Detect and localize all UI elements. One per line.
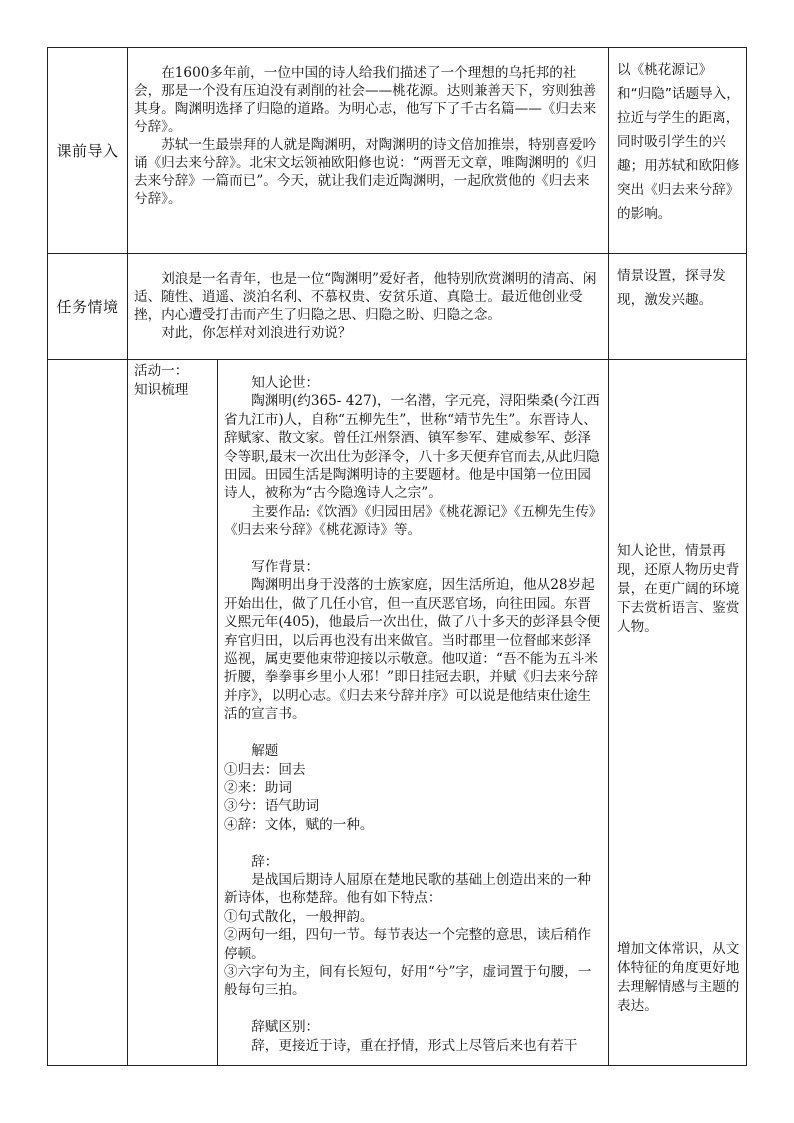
activity-notes — [609, 360, 747, 1066]
intro-paragraph-1: 在1600多年前，一位中国的诗人给我们描述了一个理想的乌托邦的社会，那是一个没有压迫没有剥削的社会——桃花源。达则兼善天下，穷则独善其身。陶渊明选择了归隐的道路。为明心志，他写下了千古名篇——《归去来兮辞》。 — [134, 65, 597, 135]
scenario-content — [128, 254, 609, 360]
activity-row — [48, 360, 747, 1066]
title-item: ①归去：回去 — [224, 761, 306, 778]
author-title: 知人论世： — [251, 375, 320, 391]
title-explain-label: 解题 — [251, 743, 279, 760]
activity-label-cell — [128, 360, 218, 1066]
ci-item: ②两句一组，四句一节。每节表达一个完整的意思，读后稍作停顿。 — [224, 927, 592, 962]
activity-note-2: 增加文体常识，从文体特征的角度更好地去理解情感与主题的表达。 — [617, 941, 740, 1014]
activity-note-1: 知人论世，情景再现，还原人物历史背景，在更广阔的环境下去赏析语言、鉴赏人物。 — [617, 543, 740, 635]
scenario-note: 情景设置，探寻发现，激发兴趣。 — [609, 254, 747, 360]
intro-note: 以《桃花源记》和“归隐”话题导入，拉近与学生的距离，同时吸引学生的兴趣；用苏轼和欧阳修突出《归去来兮辞》的影响。 — [609, 48, 747, 254]
title-item: ②来：助词 — [224, 779, 292, 796]
scenario-paragraph-2: 对此，你怎样对刘浪进行劝说？ — [161, 325, 352, 341]
lesson-plan-table — [47, 47, 747, 1066]
cifu-text: 辞，更接近于诗，重在抒情，形式上尽管后来也有若干 — [251, 1037, 578, 1054]
activity-empty-cell — [48, 360, 128, 1066]
ci-item: ①句式散化，一般押韵。 — [224, 908, 374, 925]
activity-content — [218, 360, 609, 1066]
scenario-paragraph-1: 刘浪是一名青年，也是一位“陶渊明”爱好者，他特别欣赏渊明的清高、闲适、随性、逍遥、淡泊名利、不慕权贵、安贫乐道、真隐士。最近他创业受挫，内心遭受打击而产生了归隐之思、归隐之盼、归隐之念。 — [134, 271, 597, 323]
author-text: 陶渊明(约365- 427)，一名潜，字元亮，浔阳柴桑(今江西省九江市)人，自称“五柳先生”，世称“靖节先生”。东晋诗人、辞赋家、散文家。曾任江州祭酒、镇军参军、建威参军、彭泽令等职,最末一次出仕为彭泽令，八十多天便弃官而去,从此归隐田园。田园生活是陶渊明诗的主要题材。他是中国第一位田园诗人，被称为“古今隐逸诗人之宗”。 — [224, 393, 600, 502]
activity-label: 活动一： — [134, 363, 189, 379]
title-item: ③兮：语气助词 — [224, 798, 320, 815]
intro-row — [48, 48, 747, 254]
intro-content — [128, 48, 609, 254]
cifu-label: 辞赋区别： — [251, 1019, 320, 1036]
intro-label: 课前导入 — [48, 48, 128, 254]
ci-text: 是战国后期诗人屈原在楚地民歌的基础上创造出来的一种新诗体，也称楚辞。他有如下特点： — [224, 871, 592, 907]
activity-sublabel: 知识梳理 — [134, 382, 189, 398]
works-text: 主要作品:《饮酒》《归园田居》《桃花源记》《五柳先生传》《归去来兮辞》《桃花源诗》等。 — [224, 503, 596, 539]
scenario-label: 任务情境 — [48, 254, 128, 360]
background-text: 陶渊明出身于没落的士族家庭，因生活所迫，他从28岁起开始出仕，做了几任小官，但一直厌恶官场，向往田园。东晋义熙元年(405)，他最后一次出仕，做了八十多天的彭泽县令便弃官归田，以后再也没有出来做官。当时郡里一位督邮来彭泽巡视，属吏要他束带迎接以示敬意。他叹道：“吾不能为五斗米折腰，拳拳事乡里小人邪！”即日挂冠去职，并赋《归去来兮辞并序》，以明心志。《归去来兮辞并序》可以说是他结束仕途生活的宣言书。 — [224, 577, 601, 723]
title-item: ④辞：文体，赋的一种。 — [224, 816, 374, 833]
scenario-row — [48, 254, 747, 360]
ci-label: 辞： — [251, 853, 279, 870]
background-title: 写作背景： — [251, 559, 320, 576]
intro-paragraph-2: 苏轼一生最崇拜的人就是陶渊明，对陶渊明的诗文倍加推崇，特别喜爱吟诵《归去来兮辞》。北宋文坛领袖欧阳修也说：“两晋无文章，唯陶渊明的《归去来兮辞》一篇而已”。今天，就让我们走近陶渊明，一起欣赏他的《归去来兮辞》。 — [134, 137, 597, 207]
ci-item: ③六字句为主，间有长短句，好用“兮”字，虚词置于句腰，一般每句三拍。 — [224, 963, 592, 999]
